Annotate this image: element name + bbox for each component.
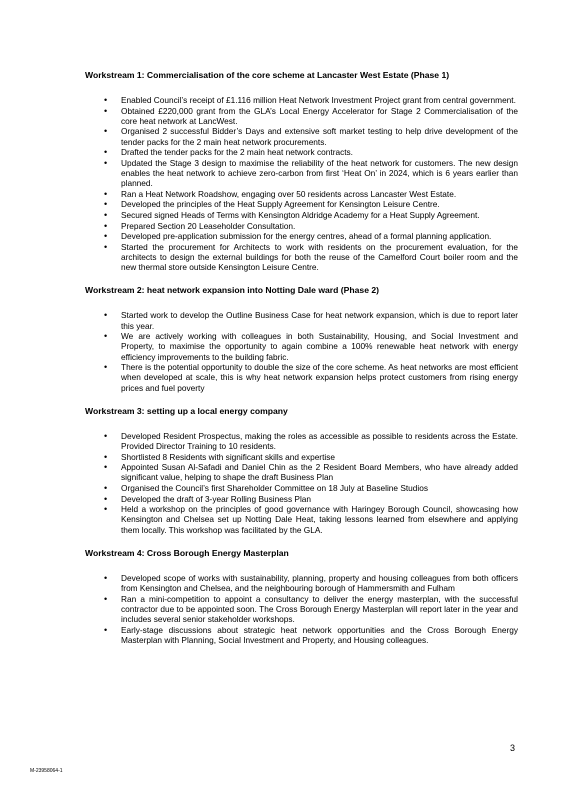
list-item: • Updated the Stage 3 design to maximise the reliability of the heat network for customers. The new design enables the heat network to achieve zero-carbon from first ‘Heat On’ in 2024, which is 6 years earlier than planned.: [85, 158, 518, 189]
list-item: • Appointed Susan Al-Safadi and Daniel Chin as the 2 Resident Board Members, who have already added significant value, helping to shape the draft Business Plan: [85, 462, 518, 482]
list-item: • Ran a Heat Network Roadshow, engaging over 50 residents across Lancaster West Estate.: [85, 189, 518, 199]
workstream-section: [85, 406, 518, 535]
list-item: • Drafted the tender packs for the 2 main heat network contracts.: [85, 147, 518, 157]
workstream-section: [85, 70, 518, 272]
document-reference: M-23958064-1: [30, 768, 63, 774]
list-item: • There is the potential opportunity to double the size of the core scheme. As heat networks are most efficient when developed at scale, this is why heat network expansion helps protect customers from rising energy prices and fuel poverty: [85, 362, 518, 393]
bullet-list: [85, 573, 518, 645]
list-item: • Developed the principles of the Heat Supply Agreement for Kensington Leisure Centre.: [85, 199, 518, 209]
list-item: • Developed Resident Prospectus, making the roles as accessible as possible to residents across the Estate. Provided Director Training to 10 residents.: [85, 431, 518, 451]
list-item: • Started work to develop the Outline Business Case for heat network expansion, which is due to report later this year.: [85, 310, 518, 330]
list-item: • Shortlisted 8 Residents with significant skills and expertise: [85, 452, 518, 462]
bullet-list: [85, 95, 518, 272]
list-item: • Organised the Council’s first Shareholder Committee on 18 July at Baseline Studios: [85, 483, 518, 493]
list-item: • Developed scope of works with sustainability, planning, property and housing colleagues from both officers from Kensington and Chelsea, and the neighbouring borough of Hammersmith and Fulham: [85, 573, 518, 593]
list-item: • Prepared Section 20 Leaseholder Consultation.: [85, 221, 518, 231]
list-item: • Secured signed Heads of Terms with Kensington Aldridge Academy for a Heat Supply Agreement.: [85, 210, 518, 220]
list-item: • Enabled Council’s receipt of £1.116 million Heat Network Investment Project grant from central government.: [85, 95, 518, 105]
workstream-heading: Workstream 4: Cross Borough Energy Masterplan: [85, 547, 289, 558]
workstream-heading: Workstream 1: Commercialisation of the core scheme at Lancaster West Estate (Phase 1): [85, 70, 450, 80]
list-item: • Ran a mini-competition to appoint a consultancy to deliver the energy masterplan, with the successful contractor due to be appointed soon. The Cross Borough Energy Masterplan will report later in the year and includes several senior stakeholder workshops.: [85, 594, 518, 625]
list-item: • Obtained £220,000 grant from the GLA’s Local Energy Accelerator for Stage 2 Commercialisation of the core heat network at LancWest.: [85, 106, 518, 126]
list-item: • Developed pre-application submission for the energy centres, ahead of a formal planning application.: [85, 231, 518, 241]
bullet-list: [85, 431, 518, 535]
list-item: • Early-stage discussions about strategic heat network opportunities and the Cross Borough Energy Masterplan with Planning, Social Investment and Property, and Housing colleagues.: [85, 625, 518, 645]
list-item: • Developed the draft of 3-year Rolling Business Plan: [85, 494, 518, 504]
list-item: • Started the procurement for Architects to work with residents on the procurement evaluation, for the architects to design the external buildings for both the reuse of the Camelford Court boiler room and the new thermal store outside Kensington Leisure Centre.: [85, 242, 518, 273]
workstream-section: [85, 548, 518, 645]
workstream-section: [85, 285, 518, 392]
bullet-list: [85, 310, 518, 392]
page-number: 3: [510, 743, 516, 753]
document-body: [85, 70, 518, 658]
workstream-heading: Workstream 3: setting up a local energy company: [85, 405, 288, 416]
workstream-heading: Workstream 2: heat network expansion into Notting Dale ward (Phase 2): [85, 285, 380, 296]
list-item: • Organised 2 successful Bidder’s Days and extensive soft market testing to help drive development of the tender packs for the 2 main heat network procurements.: [85, 126, 518, 146]
list-item: • Held a workshop on the principles of good governance with Haringey Borough Council, showcasing how Kensington and Chelsea set up Notting Dale Heat, taking lessons learned from elsewhere and applying them locally. This workshop was facilitated by the GLA.: [85, 504, 518, 535]
list-item: • We are actively working with colleagues in both Sustainability, Housing, and Social Investment and Property, to maximise the opportunity to again combine a 100% renewable heat network with energy efficiency improvements to the building fabric.: [85, 331, 518, 362]
